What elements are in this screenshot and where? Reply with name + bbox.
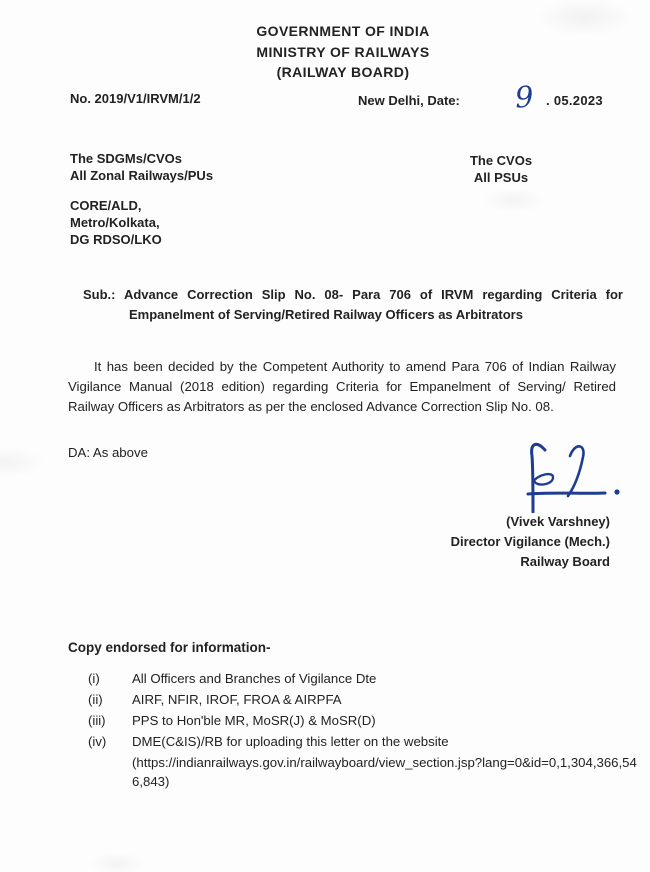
item-text-line: DME(C&IS)/RB for uploading this letter on the website [132,734,449,749]
item-numeral: (ii) [88,692,103,707]
addressee-left-block [70,150,213,184]
endorsement-heading: Copy endorsed for information- [68,640,271,655]
addressee-line: The CVOs [469,153,533,168]
letterhead-line3: (RAILWAY BOARD) [276,64,410,80]
place-date-label: New Delhi, Date: [358,93,460,108]
endorsement-item [88,732,637,791]
item-numeral: (i) [88,671,100,686]
website-url-text: (https://indianrailways.gov.in/railwayboard/view_section.jsp?lang=0&id=0,1,304,366,546,843) [132,755,637,789]
item-text: All Officers and Branches of Vigilance Dte [132,671,377,686]
item-text [132,732,637,791]
item-text: PPS to Hon'ble MR, MoSR(J) & MoSR(D) [132,713,376,728]
reference-number: No. 2019/V1/IRVM/1/2 [70,91,201,106]
addressee-line: Metro/Kolkata, [70,215,160,230]
signature-ink [508,438,628,513]
endorsement-item [88,669,637,689]
addressee-left-block-2 [70,197,162,248]
addressee-line: The SDGMs/CVOs [70,151,182,166]
letterhead-line2: MINISTRY OF RAILWAYS [256,43,430,60]
signatory-name: (Vivek Varshney) [506,514,610,529]
endorsement-item [88,711,637,731]
enclosure-line: DA: As above [68,445,148,460]
addressee-line: DG RDSO/LKO [70,232,162,247]
addressee-line: All PSUs [473,170,529,185]
body-paragraph: It has been decided by the Competent Authority to amend Para 706 of Indian Railway Vigilance Manual (2018 edition) regarding Criteria for Empanelment of Serving/ Retired Railway Officers as Arbitrators as per the enclosed Advance Correction Slip No. 08. [68,359,616,414]
date-month-year: . 05.2023 [546,93,603,108]
subject-text: Advance Correction Slip No. 08- Para 706 of IRVM regarding Criteria for Empanelment of Serving/Retired Railway Officers as Arbitrators [123,287,623,322]
subject-label: Sub.: [83,287,116,302]
subject-line [83,285,623,325]
signatory-designation: Director Vigilance (Mech.) [450,534,610,549]
addressee-line: CORE/ALD, [70,198,142,213]
addressee-line: All Zonal Railways/PUs [70,168,214,183]
handwritten-date-day: 9 [513,79,535,115]
endorsement-item [88,690,637,710]
signatory-organization: Railway Board [520,554,610,569]
item-numeral: (iii) [88,713,106,728]
item-numeral: (iv) [88,734,107,749]
signatory-block [451,512,610,572]
endorsement-list [88,669,637,792]
letterhead-line1: GOVERNMENT OF INDIA [256,23,430,39]
addressee-right-block [446,152,556,186]
letterhead [36,21,650,83]
item-text: AIRF, NFIR, IROF, FROA & AIRPFA [132,692,342,707]
